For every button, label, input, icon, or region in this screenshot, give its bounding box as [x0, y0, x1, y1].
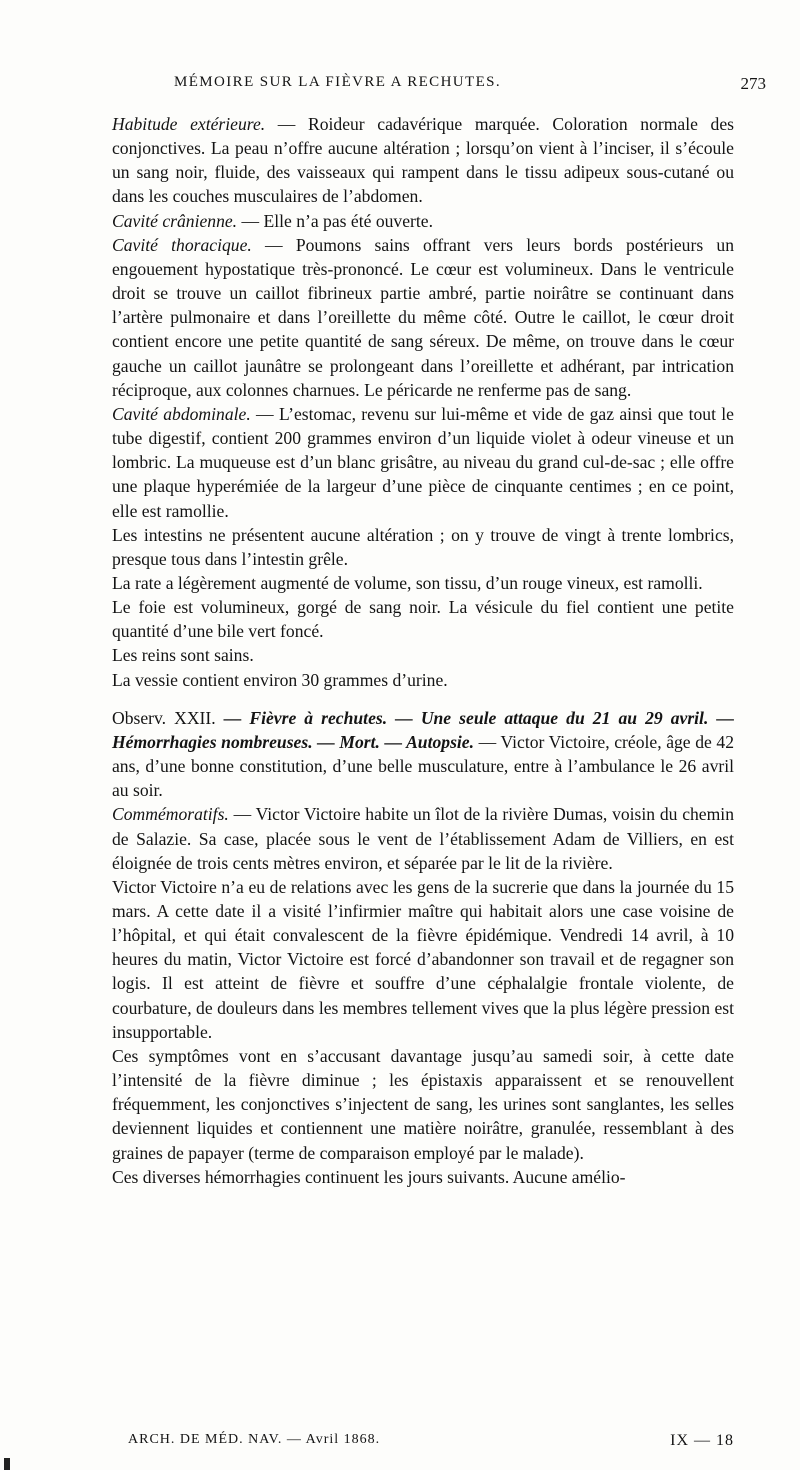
paragraph-text: — L’estomac, revenu sur lui-même et vide de gaz ainsi que tout le tube digestif, contient 200 grammes environ d’un liquide violet à odeur vineuse et un lombric. La muqueuse est d’un blanc grisâtre, au niveau du grand cul-de-sac ; elle offre une plaque hyperémiée de la largeur d’une pièce de cinquante centimes ; en ce point, elle est ramollie. [112, 403, 734, 521]
paragraph [112, 595, 734, 643]
paragraph-text: Victor Victoire n’a eu de relations avec les gens de la sucrerie que dans la journée du 15 mars. A cette date il a visité l’infirmier maître qui habitait alors une case voisine de l’hôpital, et qui était convalescent de la fièvre épidémique. Vendredi 14 avril, à 10 heures du matin, Victor Victoire est forcé d’abandonner son travail et de regagner son logis. Il est atteint de fièvre et souffre d’une céphalalgie frontale violente, de courbature, de douleurs dans les membres tellement vives que la plus légère pression est insupportable. [112, 876, 734, 1042]
paragraph-lead: Cavité thoracique. [112, 234, 252, 255]
body-text [112, 112, 734, 1189]
paragraph-text: — Roideur cadavérique marquée. Coloration normale des conjonctives. La peau n’offre aucune altération ; lorsqu’on vient à l’inciser, il s’écoule un sang noir, fluide, des vaisseaux qui rampent dans le tissu adipeux sous-cutané ou dans les couches musculaires de l’abdomen. [112, 114, 735, 207]
paragraph-text: Les intestins ne présentent aucune altération ; on y trouve de vingt à trente lombrics, presque tous dans l’intestin grêle. [112, 524, 734, 569]
paragraph-text: Les reins sont sains. [112, 645, 254, 666]
paragraph-lead: Cavité crânienne. [112, 210, 238, 231]
paragraph [112, 112, 734, 209]
paragraph [112, 1165, 734, 1189]
paragraph-text: Le foie est volumineux, gorgé de sang noir. La vésicule du fiel contient une petite quantité d’une bile vert foncé. [112, 597, 734, 642]
paragraph-text: La vessie contient environ 30 grammes d’urine. [112, 669, 448, 690]
page-number: 273 [740, 74, 766, 93]
paragraph-text: La rate a légèrement augmenté de volume, son tissu, d’un rouge vineux, est ramolli. [112, 572, 703, 593]
paragraph-text: — Poumons sains offrant vers leurs bords postérieurs un engouement hypostatique très-prononcé. Le cœur est volumineux. Dans le ventricule droit se trouve un caillot fibrineux partie ambré, partie noirâtre se continuant dans l’artère pulmonaire et dans l’oreillette du même côté. Outre le caillot, le cœur droit contient encore une petite quantité de sang séreux. De même, on trouve dans le cœur gauche un caillot jaunâtre se prolongeant dans l’oreillette et adhérant, par intrication réciproque, aux colonnes charnues. Le péricarde ne renferme pas de sang. [112, 234, 734, 400]
paragraph [112, 571, 734, 595]
paragraph-text: Ces diverses hémorrhagies continuent les jours suivants. Aucune amélio- [112, 1166, 626, 1187]
paragraph-lead: Habitude extérieure. [112, 114, 266, 134]
paragraph [112, 1044, 734, 1165]
paragraph [112, 802, 734, 874]
paragraph-text: — Victor Victoire habite un îlot de la rivière Dumas, voisin du chemin de Salazie. Sa case, placée sous le vent de l’établissement Adam de Villiers, en est éloignée de trois cents mètres environ, et séparée par le lit de la rivière. [112, 804, 734, 873]
observation-label: Observ. XXII. [112, 707, 216, 728]
journal-signature: ARCH. DE MÉD. NAV. — Avril 1868. [128, 1432, 381, 1447]
observation-heading [112, 706, 734, 803]
observation-text: — Victor Victoire, créole, âge de 42 ans, d’une bonne constitution, d’une belle musculature, entre à l’ambulance le 26 avril au soir. [112, 731, 735, 801]
paragraph [112, 875, 734, 1044]
paragraph-text: Ces symptômes vont en s’accusant davantage jusqu’au samedi soir, à cette date l’intensité de la fièvre diminue ; les épistaxis apparaissent et se renouvellent fréquemment, les conjonctives s’injectent de sang, les urines sont sanglantes, les selles deviennent liquides et contiennent une matière noirâtre, granulée, ressemblant à des graines de papayer (terme de comparaison employé par le malade). [112, 1045, 734, 1163]
paragraph-text: — Elle n’a pas été ouverte. [237, 210, 433, 231]
sheet-signature: IX — 18 [670, 1432, 734, 1449]
paragraph [112, 643, 734, 667]
page-footer [128, 1432, 734, 1448]
paragraph-lead: Commémoratifs. [112, 804, 229, 825]
scan-mark [4, 1458, 10, 1470]
paragraph [112, 668, 734, 692]
running-title: MÉMOIRE SUR LA FIÈVRE A RECHUTES. [174, 74, 502, 90]
paragraph [112, 209, 734, 233]
paragraph [112, 233, 734, 402]
observation-title: — Fièvre à rechutes. — Une seule attaque du 21 au 29 avril. — Hémorrhagies nombreuses. — Mort. — Autopsie. [112, 707, 734, 752]
paragraph-lead: Cavité abdominale. [112, 403, 251, 424]
paragraph [112, 402, 734, 523]
paragraph [112, 523, 734, 571]
